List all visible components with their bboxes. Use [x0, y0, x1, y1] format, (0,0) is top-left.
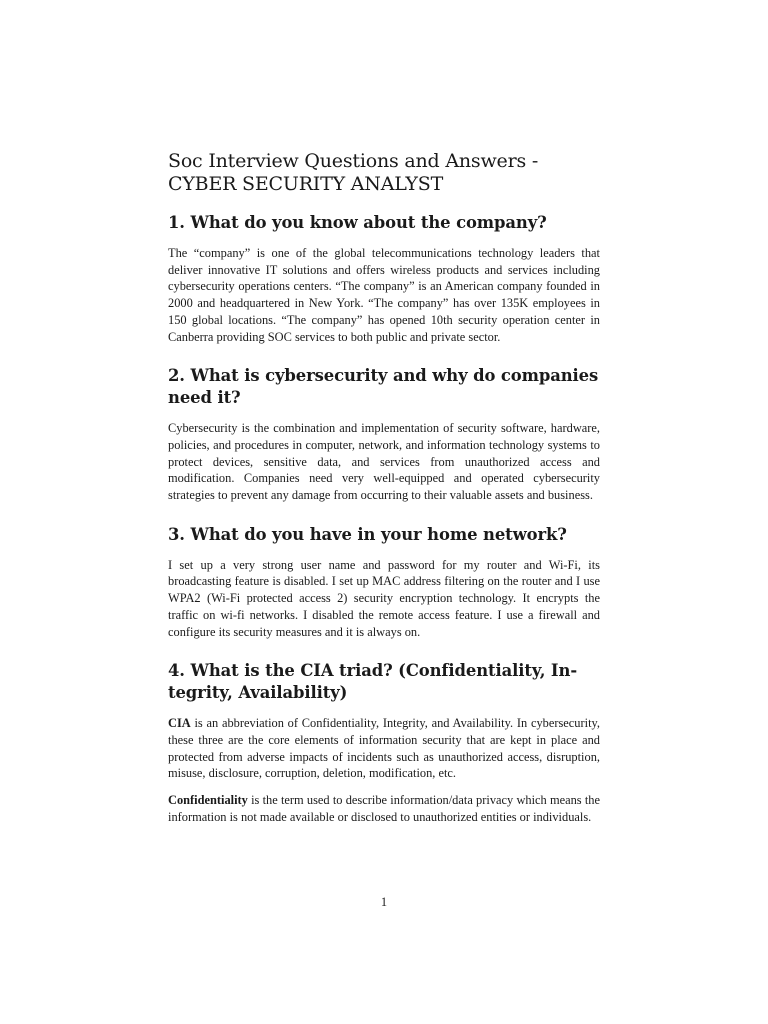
question-heading-1: 1. What do you know about the company?	[168, 213, 547, 232]
section-company	[168, 212, 600, 345]
question-heading-2: 2. What is cybersecurity and why do companies need it?	[168, 366, 599, 408]
cia-definition: is an abbreviation of Confidentiality, Integrity, and Availability. In cybersecurity, these three are the core elements of information security that are kept in place and protected from adverse impacts of incidents such as unauthorized access, disruption, misuse, disclosure, corruption, deletion, modification, etc.	[168, 716, 600, 781]
answer-paragraph-confidentiality	[168, 792, 600, 825]
answer-paragraph-cia	[168, 715, 600, 782]
term-confidentiality: Confidentiality	[168, 793, 248, 808]
answer-paragraph-2: Cybersecurity is the combination and implementation of security software, hardware, policies, and procedures in computer, network, and information technology systems to protect devices, sensitive data, and services from unauthorized access and modification. Companies need very well-equipped and operated cybersecurity strategies to prevent any damage from occurring to their valuable assets and business.	[168, 421, 600, 503]
question-heading-3: 3. What do you have in your home network?	[168, 524, 567, 544]
document-title: Soc Interview Questions and Answers - CYBER SECURITY ANALYST	[168, 150, 539, 195]
section-cia-triad	[168, 660, 600, 825]
confidentiality-definition: is the term used to describe information/data privacy which means the information is not made available or disclosed to unauthorized entities or individuals.	[168, 793, 600, 824]
section-cybersecurity	[168, 365, 600, 504]
term-cia: CIA	[168, 716, 191, 731]
answer-paragraph-3: I set up a very strong user name and password for my router and Wi-Fi, its broadcasting feature is disabled. I set up MAC address filtering on the router and I use WPA2 (Wi-Fi protected access 2) security encryption technology. It encrypts the traffic on wi-fi networks. I disabled the remote access feature. I use a firewall and configure its security measures and it is always on.	[168, 557, 600, 639]
section-home-network	[168, 524, 600, 641]
question-heading-4: 4. What is the CIA triad? (Confidentiality, Integrity, Availability)	[168, 661, 578, 703]
page-number: 1	[380, 895, 388, 909]
answer-paragraph-1: The “company” is one of the global telecommunications technology leaders that deliver innovative IT solutions and offers wireless products and services including cybersecurity operations centers. “The company” is an American company founded in 2000 and headquartered in New York. “The company” has over 135K employees in 150 global locations. “The company” has opened 10th security operation center in Canberra providing SOC services to both public and private sector.	[168, 246, 600, 344]
document-page	[168, 150, 600, 845]
